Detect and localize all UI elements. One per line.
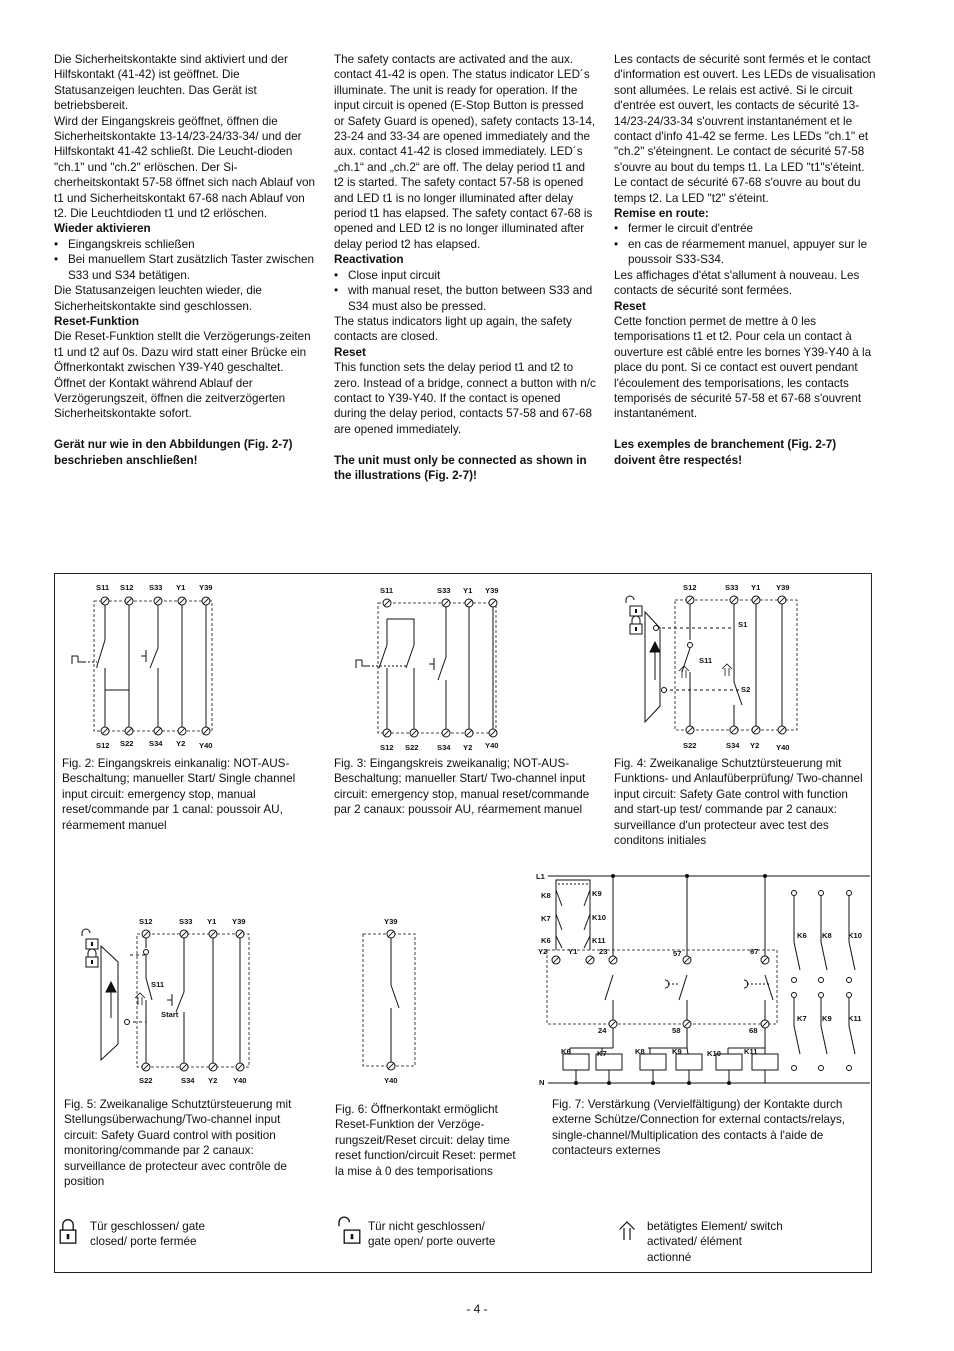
button-label: Start [161, 1010, 179, 1019]
relay-label: K6 [541, 936, 551, 945]
contact-label: K8 [822, 931, 832, 940]
coil-label: K11 [744, 1047, 758, 1056]
rail-label: L1 [536, 872, 545, 881]
figure-7-caption: Fig. 7: Verstärkung (Vervielfältigung) der Kontakte durch externe Schütze/Connection for external contacts/relays, single-channel/Multiplication des contacts à l'aide de contacteurs externes [552, 1098, 845, 1158]
paragraph: Les contacts de sécurité sont fermés et le contact d'information est ouvert. Les LEDs de visualisation sont allumées. Le relais est activé. Si le circuit d'entrée est ouvert, les contacts de sécurité 13-14/23-24/33-34 s'ouvrent instantanément et le contact d'info 41-42 se ferme. Les LEDs "ch.1" et "ch.2" s'éteingnent. Le contact de sécurité 57-58 s'ouvre au bout du temps t1. La LED "t1"s'éteint. Le contact de sécurité 67-68 s'ouvre au bout du temps t2. La LED "t2" s'éteint. [614, 53, 876, 205]
terminal-label: S33 [725, 583, 739, 592]
connection-note: Gerät nur wie in den Abbildungen (Fig. 2-7) beschrieben anschließen! [54, 438, 293, 467]
terminal-label: S34 [181, 1076, 195, 1085]
terminal-label: Y40 [233, 1076, 247, 1085]
section-heading: Reset [334, 345, 366, 359]
terminal-label: Y39 [485, 586, 499, 595]
relay-label: K9 [592, 889, 602, 898]
terminal-label: Y2 [176, 739, 186, 748]
terminal-label: S34 [437, 743, 451, 752]
coil-label: K6 [561, 1047, 571, 1056]
terminal-label: Y2 [750, 741, 760, 750]
figure-3-caption: Fig. 3: Eingangskreis zweikanalig; NOT-AUS-Beschaltung; manueller Start/ Two-channel input circuit: emergency stop, manual reset/commande par 2 canaux: poussoir AU, réarmement manuel [334, 757, 590, 817]
terminal-label: S34 [149, 739, 163, 748]
coil-label: K10 [707, 1049, 721, 1058]
terminal-label: S11 [380, 586, 394, 595]
terminal-label: Y2 [463, 743, 473, 752]
terminal-label: S22 [139, 1076, 153, 1085]
list-item: • Close input circuit [334, 268, 596, 283]
switch-label: S1 [738, 620, 748, 629]
list-item: • with manual reset, the button between S33 and S34 must also be pressed. [334, 283, 596, 314]
section-heading: Reset [614, 299, 646, 313]
coil-label: K9 [672, 1047, 682, 1056]
terminal-label: Y1 [751, 583, 761, 592]
figure-5-diagram [82, 917, 249, 1085]
paragraph: The status indicators light up again, the safety contacts are closed. [334, 314, 572, 344]
terminal-label: Y40 [776, 743, 790, 752]
terminal-label: Y1 [207, 917, 217, 926]
contact-label: K11 [848, 1014, 862, 1023]
section-heading: Remise en route: [614, 207, 709, 221]
figure-5-caption: Fig. 5: Zweikanalige Schutztürsteuerung mit Stellungsüberwachung/Two-channel input circuit: Safety Guard control with position monitoring/commande par 2 canaux: surveillance de protecteur avec contrôle de position [64, 1098, 292, 1189]
figure-7-diagram [536, 872, 870, 1087]
coil-label: K8 [635, 1047, 645, 1056]
terminal-label: S22 [405, 743, 419, 752]
terminal-label: Y1 [176, 583, 186, 592]
paragraph: Les affichages d'état s'allument à nouveau. Les contacts de sécurité sont fermées. [614, 268, 860, 298]
lock-open-icon [339, 1217, 360, 1243]
contact-label: K10 [848, 931, 862, 940]
terminal-label: S34 [726, 741, 740, 750]
terminal-label: S33 [149, 583, 163, 592]
section-heading: Reactivation [334, 253, 404, 267]
terminal-label: Y1 [463, 586, 473, 595]
contact-label: K9 [822, 1014, 832, 1023]
terminal-label: S33 [179, 917, 193, 926]
relay-label: K8 [541, 891, 551, 900]
figure-4-caption: Fig. 4: Zweikanalige Schutztürsteuerung mit Funktions- und Anlaufüberprüfung/ Two-channel input circuit: Safety Gate control with function and start-up test/ commande par 2 canaux: surveillance d'un protecteur avec test des conditons initiales [614, 757, 863, 848]
terminal-label: Y40 [384, 1076, 398, 1085]
terminal-label: S12 [96, 741, 110, 750]
list-item: • fermer le circuit d'entrée [614, 221, 876, 236]
terminal-label: 23 [599, 947, 608, 956]
terminal-label: S11 [699, 656, 713, 665]
switch-activated-icon [620, 1222, 635, 1240]
terminal-label: S11 [96, 583, 110, 592]
terminal-label: Y39 [384, 917, 398, 926]
legend-gate-open: Tür nicht geschlossen/ gate open/ porte ouverte [368, 1220, 496, 1249]
relay-label: K7 [541, 914, 551, 923]
paragraph: Die Reset-Funktion stellt die Verzögerungs-zeiten t1 und t2 auf 0s. Dazu wird statt einer Brücke ein Öffnerkontakt zwischen Y39-Y40 geschaltet. Öffnet der Kontakt während Ablauf der Verzögerungszeit, öffnen die zeitverzögerten Sicherheitskontakte sofort. [54, 330, 311, 421]
section-heading: Wieder aktivieren [54, 222, 151, 236]
list-item: • Eingangskreis schließen [54, 237, 316, 252]
terminal-label: 57 [673, 949, 682, 958]
paragraph: Cette fonction permet de mettre à 0 les temporisations t1 et t2. Pour cela un contact à ouverture est câblé entre les bornes Y39-Y40 à la place du pont. Si ce contact est ouvert pendant l'écoulement des temporisations, les contacts temporisés de sécurité 57-58 et 67-68 s'ouvrent instantanément. [614, 314, 872, 421]
paragraph: Wird der Eingangskreis geöffnet, öffnen die Sicherheitskontakte 13-14/23-24/33-34/ und der Hilfskontakt 41-42 schließt. Die Leucht-dioden "ch.1" und "ch.2" erlöschen. Der Si-cherheitskontakt 57-58 öffnet sich nach Ablauf von t1 und Sicherheitskontakt 67-68 nach Ablauf von t2. Die Leuchtdioden t1 und t2 erlöschen. [54, 114, 315, 221]
paragraph: Die Statusanzeigen leuchten wieder, die Sicherheitskontakte sind geschlossen. [54, 284, 262, 313]
terminal-label: 58 [672, 1026, 681, 1035]
terminal-label: S22 [683, 741, 697, 750]
figure-2-caption: Fig. 2: Eingangskreis einkanalig: NOT-AUS-Beschaltung; manueller Start/ Single channel input circuit: emergency stop, manual reset/commande par 1 canal: poussoir AU, réarmement manuel [62, 757, 296, 832]
connection-note: The unit must only be connected as shown in the illustrations (Fig. 2-7)! [334, 453, 587, 482]
coil-label: K7 [597, 1049, 607, 1058]
terminal-label: 68 [749, 1026, 758, 1035]
terminal-label: S12 [380, 743, 394, 752]
list-item: • Bei manuellem Start zusätzlich Taster zwischen S33 und S34 betätigen. [54, 252, 316, 283]
switch-label: S2 [741, 685, 751, 694]
figure-6-diagram [363, 917, 415, 1085]
terminal-label: S12 [120, 583, 134, 592]
terminal-label: Y39 [776, 583, 790, 592]
terminal-label: Y39 [232, 917, 246, 926]
rail-label: N [539, 1078, 545, 1087]
terminal-label: Y40 [199, 741, 213, 750]
contact-label: K7 [797, 1014, 807, 1023]
paragraph: This function sets the delay period t1 and t2 to zero. Instead of a bridge, connect a button with n/c contact to Y39-Y40. If the contact is opened during the delay period, contacts 57-58 and 67-68 are opened immediately. [334, 361, 596, 436]
terminal-label: Y40 [485, 741, 499, 750]
terminal-label: S11 [151, 980, 165, 989]
terminal-label: Y2 [208, 1076, 218, 1085]
terminal-label: 67 [750, 947, 759, 956]
list-item: • en cas de réarmement manuel, appuyer sur le poussoir S33-S34. [614, 237, 876, 268]
paragraph: The safety contacts are activated and the aux. contact 41-42 is open. The status indicator LED´s illuminate. The unit is ready for operation. If the input circuit is opened (E-Stop Button is pressed or Safety Guard is opened), safety contacts 13-14, 23-24 and 33-34 are opened immediately and the aux. contact 41-42 is closed immediately. LED´s „ch.1“ and „ch.2“ are off. The delay period t1 and t2 is started. The safety contact 57-58 is opened and LED t1 is no longer illuminated after delay period t1 has elapsed. The safety contact 67-68 is opened and LED t2 is no longer illuminated after delay period t2 has elapsed. [334, 53, 596, 251]
terminal-label: S22 [120, 739, 134, 748]
page-number: - 4 - [466, 1302, 488, 1316]
terminal-label: S12 [139, 917, 153, 926]
lock-closed-icon [60, 1220, 76, 1243]
terminal-label: Y39 [199, 583, 213, 592]
terminal-label: 24 [598, 1026, 607, 1035]
legend-switch-activated: betätigtes Element/ switch activated/ élément actionné [647, 1220, 783, 1264]
paragraph: Die Sicherheitskontakte sind aktiviert und der Hilfskontakt (41-42) ist geöffnet. Die Statusanzeigen leuchten. Das Gerät ist betriebsbereit. [54, 53, 288, 113]
legend-gate-closed: Tür geschlossen/ gate closed/ porte fermée [90, 1220, 205, 1249]
contact-label: K6 [797, 931, 807, 940]
figure-4-diagram [626, 583, 797, 752]
figure-2-diagram [72, 583, 213, 750]
figure-3-diagram [356, 586, 499, 752]
connection-note: Les exemples de branchement (Fig. 2-7) doivent être respectés! [614, 438, 837, 467]
terminal-label: Y2 [538, 947, 548, 956]
terminal-label: Y1 [568, 947, 578, 956]
figure-6-caption: Fig. 6: Öffnerkontakt ermöglicht Reset-Funktion der Verzöge-rungszeit/Reset circuit: delay time reset function/circuit Reset: permet la mise à 0 des temporisations [335, 1103, 516, 1178]
terminal-label: S12 [683, 583, 697, 592]
section-heading: Reset-Funktion [54, 314, 140, 328]
terminal-label: S33 [437, 586, 451, 595]
relay-label: K10 [592, 913, 606, 922]
relay-label: K11 [592, 936, 606, 945]
